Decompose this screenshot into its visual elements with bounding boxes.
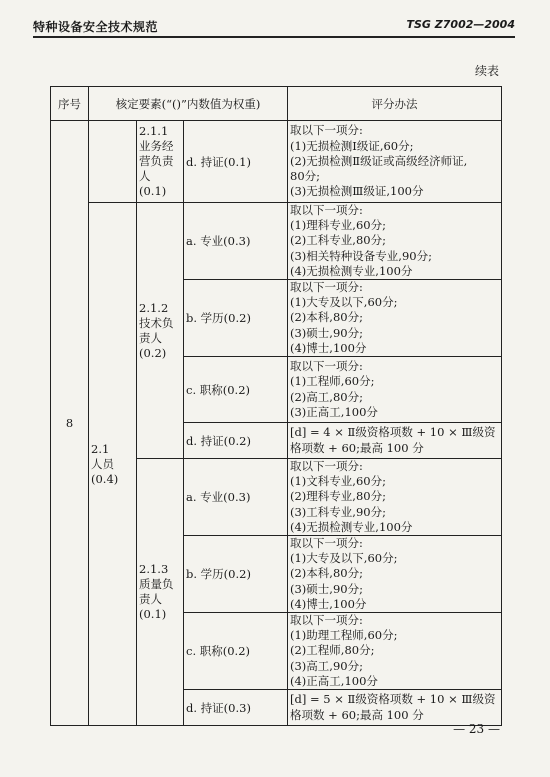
header-title: 特种设备安全技术规范	[33, 20, 159, 34]
sub-factor-cell: d. 持证(0.2)	[184, 423, 288, 459]
level2-label-line: (0.4)	[91, 471, 119, 486]
scoring-line: 取以下一项分:	[290, 359, 363, 374]
scoring-line: (2)本科,80分;	[290, 566, 363, 581]
table-row	[51, 121, 502, 203]
scoring-line: (4)正高工,100分	[290, 673, 378, 688]
scoring-line: (2)理科专业,80分;	[290, 489, 386, 504]
scoring-line: 取以下一项分:	[290, 203, 363, 217]
level3-label-line: (0.2)	[139, 345, 167, 360]
sub-factor-cell: a. 专业(0.3)	[184, 459, 288, 536]
scoring-line: (3)正高工,100分	[290, 404, 378, 419]
scoring-line: 取以下一项分:	[290, 123, 363, 138]
scoring-line: (3)无损检测Ⅲ级证,100分	[290, 184, 424, 199]
header-seq: 序号	[51, 87, 89, 121]
scoring-line: 80分;	[290, 169, 321, 184]
level3-label-line: 质量负	[139, 577, 174, 592]
scoring-method-cell	[288, 536, 502, 613]
running-header	[33, 14, 515, 36]
table-row	[51, 203, 502, 280]
level2-label-line: 人员	[91, 456, 114, 471]
scoring-line: (4)无损检测专业,100分	[290, 263, 413, 278]
scoring-line: 取以下一项分:	[290, 459, 363, 474]
level2-factor-cell	[89, 203, 137, 726]
level3-label-line: 责人	[139, 592, 162, 607]
sub-factor-cell: b. 学历(0.2)	[184, 280, 288, 357]
scoring-line: (2)无损检测Ⅱ级证或高级经济师证,	[290, 153, 468, 168]
level3-label-line: 人	[139, 169, 151, 183]
scoring-line: (1)助理工程师,60分;	[290, 628, 398, 643]
scoring-line: (1)工程师,60分;	[290, 374, 375, 389]
scoring-line: (1)文科专业,60分;	[290, 474, 386, 489]
level3-label-line: 2.1.3	[139, 562, 169, 577]
scoring-line: (3)工科专业,90分;	[290, 504, 386, 519]
scoring-line: [d] = 5 × Ⅱ级资格项数 + 10 × Ⅲ级资	[290, 692, 496, 707]
scoring-line: 取以下一项分:	[290, 280, 363, 295]
scoring-line: 格项数 + 60;最高 100 分	[290, 707, 424, 722]
level3-label-line: 业务经	[139, 139, 174, 153]
scoring-line: [d] = 4 × Ⅱ级资格项数 + 10 × Ⅲ级资	[290, 425, 496, 440]
scoring-line: 取以下一项分:	[290, 536, 363, 551]
level3-factor-cell	[137, 121, 184, 203]
sub-factor-cell: d. 持证(0.3)	[184, 690, 288, 726]
scoring-line: (3)高工,90分;	[290, 658, 363, 673]
page-number: — 23 —	[453, 722, 500, 736]
scoring-method-cell	[288, 203, 502, 280]
sub-factor-cell: c. 职称(0.2)	[184, 613, 288, 690]
header-factor: 核定要素(“()”内数值为权重)	[89, 87, 288, 121]
level3-label-line: 2.1.2	[139, 300, 169, 315]
scoring-method-cell	[288, 280, 502, 357]
sub-factor-cell: a. 专业(0.3)	[184, 203, 288, 280]
scoring-line: 格项数 + 60;最高 100 分	[290, 440, 424, 455]
scoring-method-cell	[288, 459, 502, 536]
table-header-row	[51, 87, 502, 121]
scoring-line: 取以下一项分:	[290, 613, 363, 628]
scoring-method-cell	[288, 690, 502, 726]
scoring-method-cell	[288, 423, 502, 459]
level3-factor-cell	[137, 459, 184, 726]
continued-label: 续表	[474, 64, 499, 78]
scoring-line: (2)高工,80分;	[290, 389, 363, 404]
level3-label-line: (0.1)	[139, 184, 167, 198]
scoring-line: (3)硕士,90分;	[290, 325, 363, 340]
scoring-line: (2)本科,80分;	[290, 310, 363, 325]
scoring-line: (1)大专及以下,60分;	[290, 551, 398, 566]
scoring-line: (2)工程师,80分;	[290, 643, 375, 658]
scoring-line: (1)无损检测Ⅰ级证,60分;	[290, 138, 414, 153]
seq-cell: 8	[51, 121, 89, 726]
header-rule	[33, 36, 515, 38]
scoring-method-cell	[288, 613, 502, 690]
level3-label-line: 2.1.1	[139, 124, 169, 138]
scoring-method-cell	[288, 121, 502, 203]
level3-label-line: 营负责	[139, 154, 174, 168]
header-method: 评分办法	[288, 87, 502, 121]
level3-label-line: 技术负	[139, 315, 174, 330]
level3-factor-cell	[137, 203, 184, 459]
level3-label-line: (0.1)	[139, 607, 167, 622]
header-standard-code: TSG Z7002—2004	[406, 18, 515, 31]
sub-factor-cell: d. 持证(0.1)	[184, 121, 288, 203]
level2-label-line: 2.1	[91, 441, 110, 456]
scoring-line: (3)相关特种设备专业,90分;	[290, 248, 432, 263]
scoring-line: (3)硕士,90分;	[290, 581, 363, 596]
scoring-table	[50, 86, 502, 726]
scoring-line: (2)工科专业,80分;	[290, 233, 386, 248]
level2-blank-cell	[89, 121, 137, 203]
scoring-line: (1)大专及以下,60分;	[290, 295, 398, 310]
scoring-line: (4)博士,100分	[290, 596, 367, 611]
sub-factor-cell: c. 职称(0.2)	[184, 357, 288, 423]
sub-factor-cell: b. 学历(0.2)	[184, 536, 288, 613]
level3-label-line: 责人	[139, 330, 162, 345]
scoring-method-cell	[288, 357, 502, 423]
scoring-line: (4)无损检测专业,100分	[290, 519, 413, 534]
scoring-line: (4)博士,100分	[290, 340, 367, 355]
scoring-line: (1)理科专业,60分;	[290, 218, 386, 233]
